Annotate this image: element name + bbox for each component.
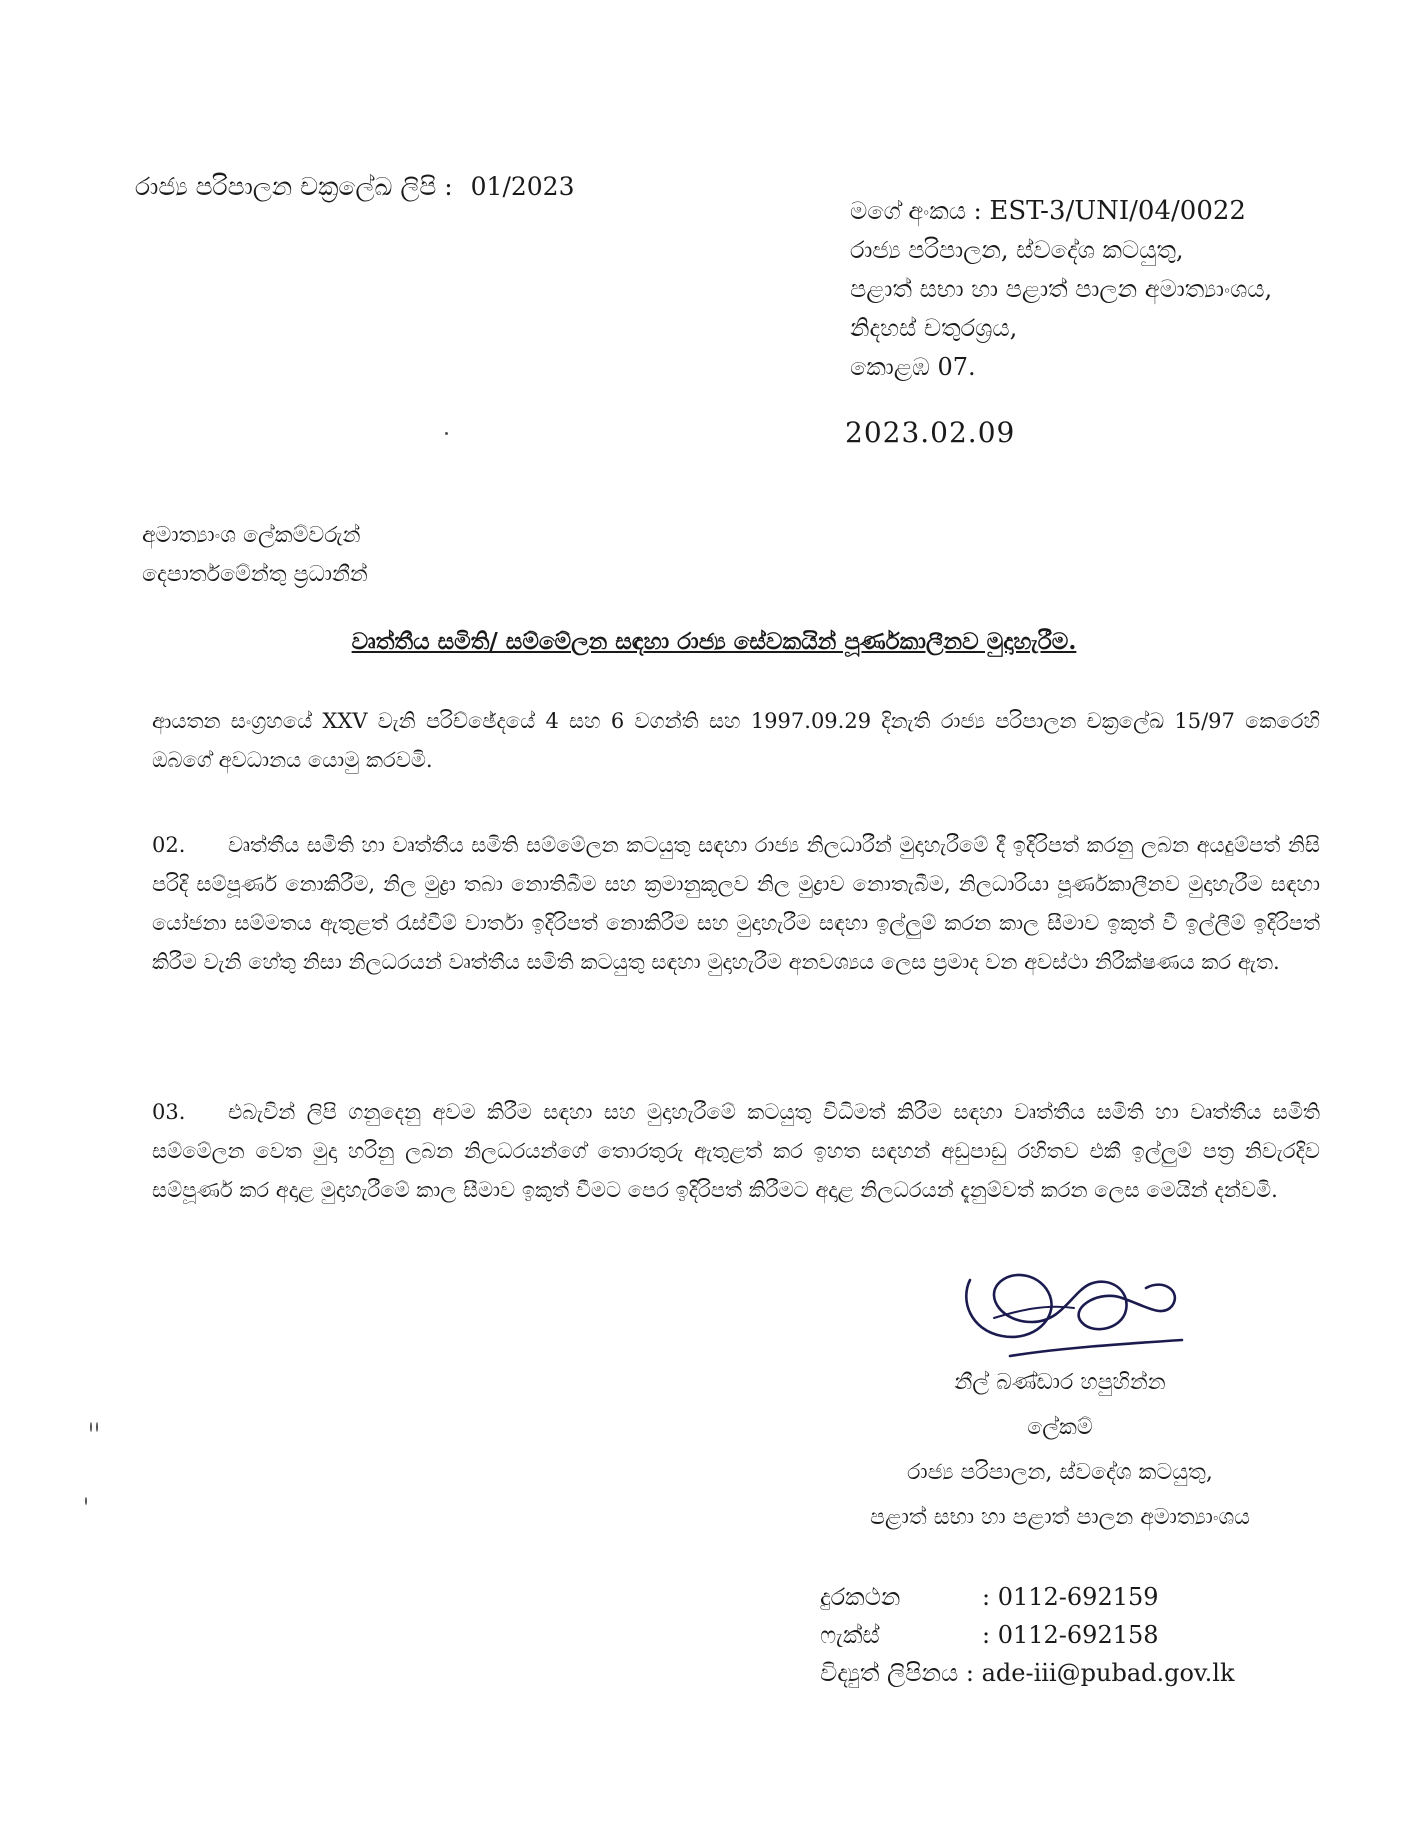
addressee-2: දෙපාර්තමේන්තු ප්‍රධානීන් (142, 562, 368, 587)
circular-label: රාජ්‍ය පරිපාලන චක්‍රලේඛ ලිපි : (135, 172, 453, 201)
scan-speck (96, 1422, 98, 1432)
contact-details (820, 1578, 1235, 1692)
paragraph-2-text: වෘත්තීය සමිති හා වෘත්තීය සමිති සම්මේලන කටයුතු සඳහා රාජ්‍ය නිලධාරීන් මුදාහැරීමේ දී ඉදිරිපත් කරනු ලබන අයදුම්පත් නිසි පරිදි සම්පූර්ණ නොකිරීම, නිල මුද්‍රා තබා නොතිබීම සහ ක්‍රමානුකූලව නිල මුද්‍රාව නොතැබීම, නිලධාරියා පූර්ණකාලීනව මුදාහැරීම සඳහා යෝජනා සම්මතය ඇතුළත් රැස්වීම් වාර්තා ඉදිරිපත් නොකිරීම සහ මුදාහැරීම සඳහා ඉල්ලුම් කරන කාල සීමාව ඉකුත් වී ඉල්ලීම් ඉදිරිපත් කිරීම වැනි හේතු නිසා නිලධරයන් වෘත්තීය සමිති කටයුතු සඳහා මුදාහැරීම අනවශ්‍යය ලෙස ප්‍රමාද වන අවස්ථා නිරීක්ෂණය කර ඇත. (152, 833, 1320, 974)
addressee-1: අමාත්‍යාංශ ලේකම්වරුන් (142, 523, 361, 548)
address-line-1: රාජ්‍ය පරිපාලන, ස්වදේශ කටයුතු, (850, 236, 1184, 264)
scan-speck (445, 432, 448, 435)
phone-number: : 0112-692159 (982, 1583, 1159, 1611)
address-line-4: කොළඹ 07. (850, 353, 976, 381)
letter-date: 2023.02.09 (845, 416, 1016, 449)
address-line-2: පළාත් සභා හා පළාත් පාලන අමාත්‍යාංශය, (850, 275, 1273, 303)
scan-speck (90, 1422, 92, 1432)
paragraph-2 (152, 826, 1320, 982)
phone-label: දුරකථන (820, 1583, 901, 1611)
paragraph-3-text: එබැවින් ලිපි ගනුදෙනු අවම කිරීම සඳහා සහ මුදාහැරීමේ කටයුතු විධිමත් කිරීම සඳහා වෘත්තීය සමිති හා වෘත්තීය සමිති සම්මේලන වෙත මුදා හරිනු ලබන නිලධරයන්ගේ තොරතුරු ඇතුළත් කර ඉහත සඳහන් අඩුපාඩු රහිතව එකී ඉල්ලුම් පත්‍ර නිවැරදිව සම්පූර්ණ කර අදාළ මුදාහැරීමේ කාල සීමාව ඉකුත් වීමට පෙර ඉදිරිපත් කිරීමට අදාළ නිලධරයන් දැනුම්වත් කරන ලෙස මෙයින් දන්වමි. (152, 1100, 1320, 1202)
scan-speck (85, 1497, 87, 1505)
my-number: EST-3/UNI/04/0022 (989, 196, 1246, 226)
contact-fax (820, 1616, 1235, 1654)
circular-number-line (135, 172, 575, 202)
signatory-title: ලේකම් (1027, 1415, 1093, 1440)
email-label: විද්‍යුත් ලිපිනය : (820, 1659, 974, 1687)
contact-phone (820, 1578, 1235, 1616)
reference-block (850, 192, 1410, 387)
paragraph-3-number: 03. (152, 1100, 186, 1124)
reference-number-line (850, 192, 1410, 231)
paragraph-2-number: 02. (152, 833, 186, 857)
signatory-ministry-line-2: පළාත් සභා හා පළාත් පාලන අමාත්‍යාංශය (869, 1505, 1250, 1530)
addressees (142, 516, 368, 594)
signatory-ministry-line-1: රාජ්‍ය පරිපාලන, ස්වදේශ කටයුතු, (907, 1460, 1213, 1485)
handwritten-signature (950, 1248, 1190, 1358)
contact-email (820, 1654, 1235, 1692)
circular-number: 01/2023 (470, 172, 575, 201)
paragraph-3 (152, 1093, 1320, 1210)
my-number-label: මගේ අංකය : (850, 197, 982, 225)
signatory-name: නීල් බණ්ඩාර හපුහින්න (954, 1370, 1166, 1395)
address-line-3: නිදහස් චතුරශ්‍රය, (850, 314, 1018, 342)
fax-number: : 0112-692158 (982, 1621, 1159, 1649)
email-address: ade-iii@pubad.gov.lk (981, 1659, 1235, 1687)
fax-label: ෆැක්ස් (820, 1621, 880, 1649)
paragraph-1: ආයතන සංග්‍රහයේ XXV වැනි පරිච්ඡේදයේ 4 සහ 6 වගන්ති සහ 1997.09.29 දිනැති රාජ්‍ය පරිපාලන චක්‍රලේඛ 15/97 කෙරෙහි ඔබගේ අවධානය යොමු කරවමි. (152, 709, 1320, 772)
subject-heading: වෘත්තීය සමිති/ සම්මේලන සඳහා රාජ්‍ය සේවකයින් පූර්ණකාලීනව මුදාහැරීම. (351, 628, 1077, 655)
signatory-block (780, 1360, 1340, 1540)
